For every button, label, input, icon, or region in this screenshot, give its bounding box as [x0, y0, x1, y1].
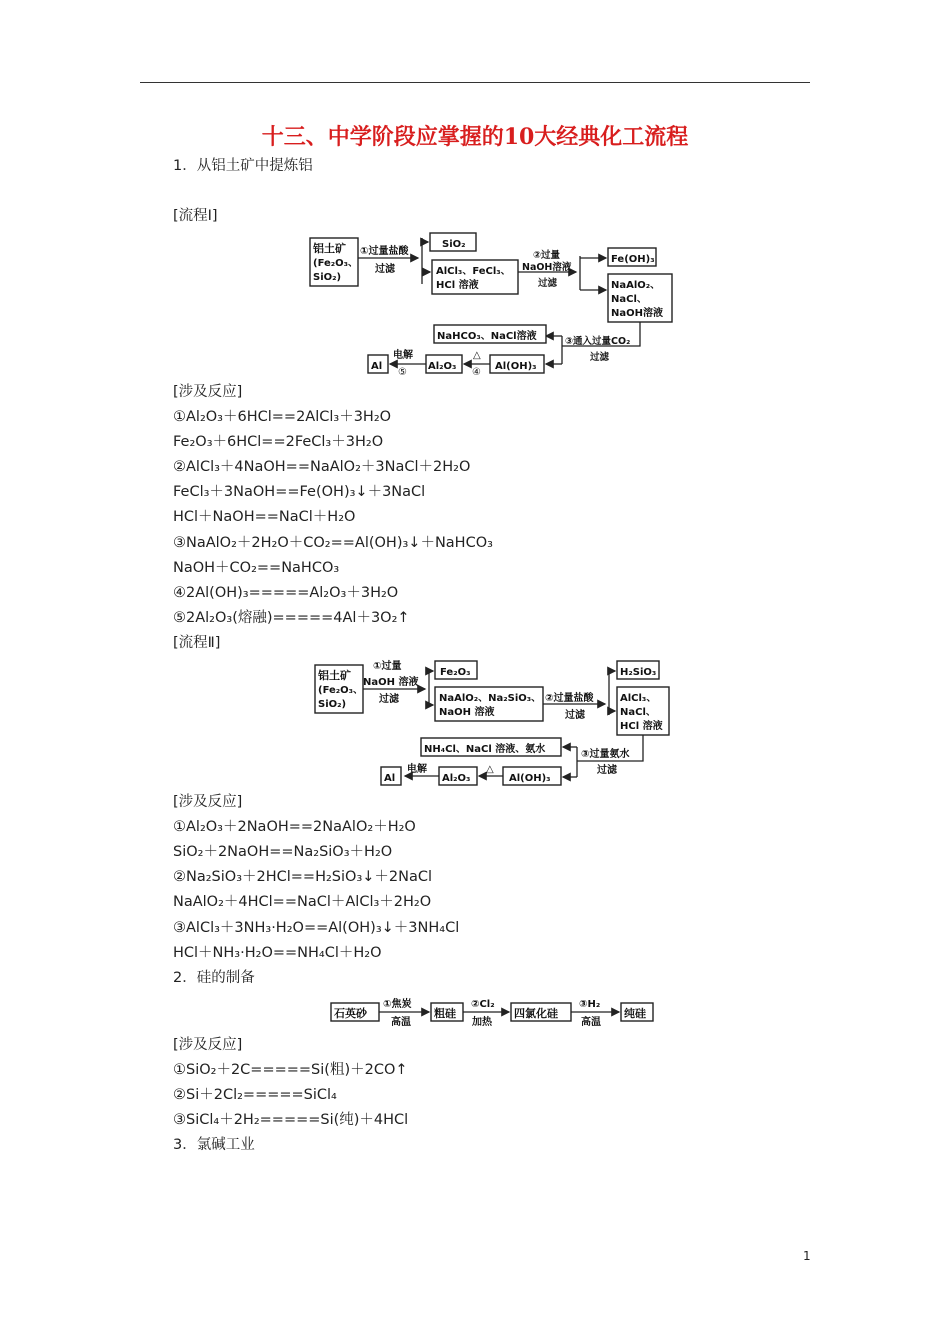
d2-step3-filter: 过滤 [597, 765, 617, 776]
d1-step1-filter: 过滤 [375, 264, 395, 275]
section-heading-1: 1．从铝土矿中提炼铝 [173, 158, 313, 174]
feoh3-label: Fe(OH)₃ [611, 254, 655, 265]
reaction-line: ②AlCl₃＋4NaOH==NaAlO₂＋3NaCl＋2H₂O [173, 459, 471, 475]
d1-step5: ⑤ [398, 367, 407, 378]
d3-step2-cond: 加热 [472, 1017, 492, 1028]
d1-step3-reagent: ③通入过量CO₂ [565, 336, 631, 347]
section-heading-3: 3．氯碱工业 [173, 1137, 255, 1153]
sicl4-label: 四氯化硅 [514, 1007, 558, 1020]
nh4cl-label: NH₄Cl、NaCl 溶液、氨水 [424, 744, 546, 755]
d2-step1-line1: ①过量 [373, 661, 402, 672]
reaction-line: Fe₂O₃＋6HCl==2FeCl₃＋3H₂O [173, 434, 384, 450]
d1-filtrate1-line2: HCl 溶液 [436, 280, 479, 291]
d1-electro: 电解 [393, 350, 413, 361]
reaction-line: FeCl₃＋3NaOH==Fe(OH)₃↓＋3NaCl [173, 484, 426, 500]
reaction-line: ①Al₂O₃＋2NaOH==2NaAlO₂＋H₂O [173, 819, 416, 835]
d2-step1-line3: 过滤 [379, 694, 399, 705]
reaction-line: ③AlCl₃＋3NH₃·H₂O==Al(OH)₃↓＋3NH₄Cl [173, 920, 460, 936]
d2-al-label: Al [384, 773, 396, 784]
ore-line1: 铝土矿 [313, 242, 346, 255]
d2-step2-reagent: ②过量盐酸 [545, 693, 594, 704]
flow-diagram-1 [300, 228, 690, 378]
d2-step1-line2: NaOH 溶液 [363, 677, 419, 688]
reactions-label-2: [涉及反应] [173, 794, 243, 810]
flow-diagram-3 [325, 992, 665, 1032]
d1-filtrate2-line1: NaAlO₂、 [611, 280, 661, 291]
reaction-line: ②Na₂SiO₃＋2HCl==H₂SiO₃↓＋2NaCl [173, 869, 433, 885]
d3-step1-reagent: ①焦炭 [383, 999, 412, 1010]
page-number: 1 [803, 1249, 811, 1263]
reaction-line: SiO₂＋2NaOH==Na₂SiO₃＋H₂O [173, 844, 393, 860]
fe2o3-label: Fe₂O₃ [440, 667, 471, 678]
d1-step2-line1: ②过量 [533, 250, 561, 261]
d1-step2-line3: 过滤 [538, 278, 558, 289]
d1-step4: ④ [472, 367, 481, 378]
reaction-line: HCl＋NaOH==NaCl＋H₂O [173, 509, 356, 525]
ore-line3: SiO₂) [313, 272, 342, 283]
reactions-label-1: [涉及反应] [173, 384, 243, 400]
d2-filtrate1-line1: NaAlO₂、Na₂SiO₃、 [439, 693, 542, 704]
d1-aloh3-label: Al(OH)₃ [495, 361, 537, 372]
d1-filtrate1-line1: AlCl₃、FeCl₃、 [436, 266, 511, 277]
d3-step3-cond: 高温 [581, 1017, 601, 1028]
header-rule [140, 82, 810, 83]
reactions-label-3: [涉及反应] [173, 1037, 243, 1053]
nahco3-label: NaHCO₃、NaCl溶液 [437, 331, 537, 342]
flow-diagram-2 [305, 655, 685, 790]
d2-al2o3-label: Al₂O₃ [442, 773, 471, 784]
d1-al2o3-label: Al₂O₃ [428, 361, 457, 372]
d2-electro: 电解 [407, 764, 427, 775]
reaction-line: NaAlO₂＋4HCl==NaCl＋AlCl₃＋2H₂O [173, 894, 432, 910]
d2-step3-reagent: ③过量氨水 [581, 749, 630, 760]
d1-delta: △ [473, 350, 481, 361]
d2-aloh3-label: Al(OH)₃ [509, 773, 551, 784]
reaction-line: ④2Al(OH)₃=====Al₂O₃＋3H₂O [173, 585, 399, 601]
h2sio3-label: H₂SiO₃ [620, 667, 657, 678]
reaction-line: ⑤2Al₂O₃(熔融)=====4Al＋3O₂↑ [173, 610, 410, 626]
d1-step3-filter: 过滤 [590, 352, 610, 363]
section-heading-2: 2．硅的制备 [173, 970, 255, 986]
sio2-label: SiO₂ [442, 239, 466, 250]
flow1-label: [流程Ⅰ] [173, 208, 218, 224]
reaction-line: ②Si＋2Cl₂=====SiCl₄ [173, 1087, 337, 1103]
d1-step2-line2: NaOH溶液 [522, 262, 572, 273]
reaction-line: ③SiCl₄＋2H₂=====Si(纯)＋4HCl [173, 1112, 409, 1128]
d2-delta: △ [486, 764, 494, 775]
reaction-line: ③NaAlO₂＋2H₂O＋CO₂==Al(OH)₃↓＋NaHCO₃ [173, 535, 493, 551]
d2-filtrate1-line2: NaOH 溶液 [439, 707, 495, 718]
ore-line2: (Fe₂O₃、 [313, 258, 359, 269]
d3-step3-reagent: ③H₂ [579, 999, 601, 1010]
flow2-label: [流程Ⅱ] [173, 635, 221, 651]
d3-step1-cond: 高温 [391, 1017, 411, 1028]
pure-si-label: 纯硅 [624, 1007, 646, 1020]
d3-step2-reagent: ②Cl₂ [471, 999, 495, 1010]
reaction-line: NaOH＋CO₂==NaHCO₃ [173, 560, 340, 576]
reaction-line: ①SiO₂＋2C=====Si(粗)＋2CO↑ [173, 1062, 408, 1078]
d1-filtrate2-line3: NaOH溶液 [611, 308, 663, 319]
d2-step2-filter: 过滤 [565, 710, 585, 721]
d1-al-label: Al [371, 361, 383, 372]
page-title: 十三、中学阶段应掌握的10大经典化工流程 [261, 124, 689, 150]
ore-line1: 铝土矿 [318, 669, 351, 682]
ore-line3: SiO₂) [318, 699, 347, 710]
d2-filtrate2-line1: AlCl₃、 [620, 693, 657, 704]
d2-filtrate2-line3: HCl 溶液 [620, 721, 663, 732]
crude-si-label: 粗硅 [434, 1007, 456, 1020]
reaction-line: ①Al₂O₃＋6HCl==2AlCl₃＋3H₂O [173, 409, 392, 425]
d2-filtrate2-line2: NaCl、 [620, 707, 656, 718]
ore-line2: (Fe₂O₃、 [318, 685, 364, 696]
d1-step1-reagent: ①过量盐酸 [360, 246, 409, 257]
quartz-sand-label: 石英砂 [334, 1007, 367, 1020]
reaction-line: HCl＋NH₃·H₂O==NH₄Cl＋H₂O [173, 945, 382, 961]
d1-filtrate2-line2: NaCl、 [611, 294, 647, 305]
